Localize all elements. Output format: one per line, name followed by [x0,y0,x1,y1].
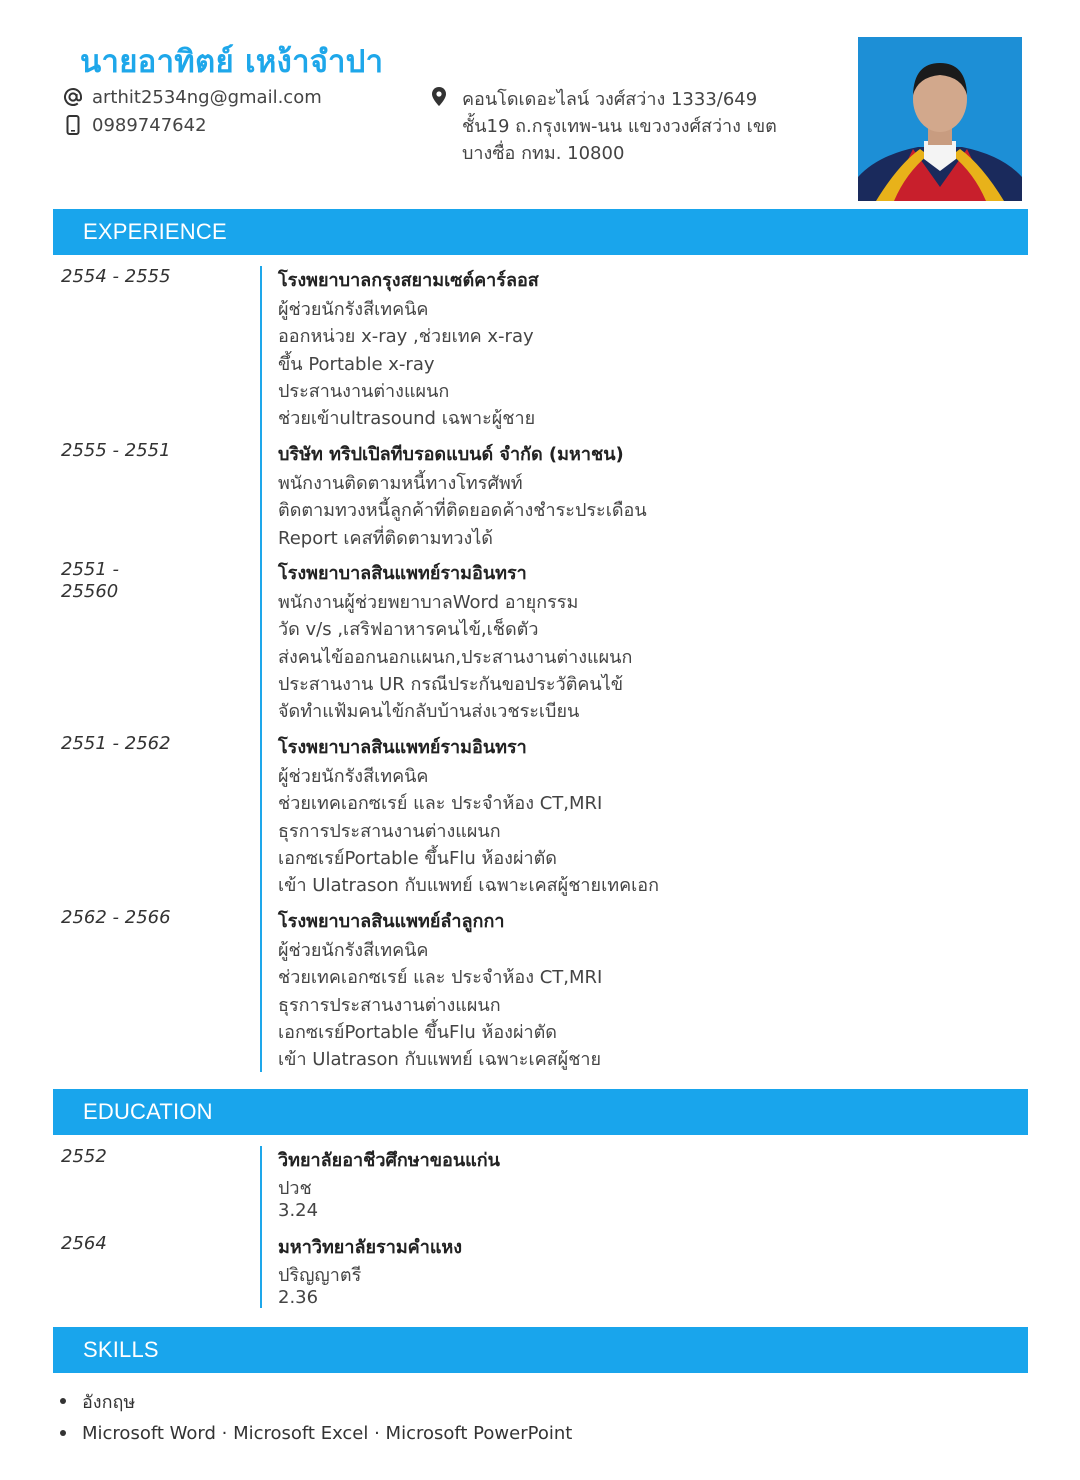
entry-detail: เอกซเรย์Portable ขึ้นFlu ห้องผ่าตัด [278,847,557,869]
timeline-line [260,266,262,1072]
entry-organization: มหาวิทยาลัยรามคำแหง [278,1237,463,1258]
entry-organization: โรงพยาบาลสินแพทย์ลำลูกกา [278,911,505,932]
candidate-name: นายอาทิตย์ เหง้าจำปา [80,44,384,80]
entry-detail: ออกหน่วย x-ray ,ช่วยเทค x-ray [278,326,534,348]
entry-date: 2555 - 2551 [61,440,171,461]
skill-item [60,1417,572,1449]
phone-text[interactable]: 0989747642 [92,114,207,136]
address-line: คอนโดเดอะไลน์ วงศ์สว่าง 1333/649 [462,89,758,110]
education-timeline [53,1146,1028,1311]
experience-timeline [53,266,1028,1076]
entry-detail: ประสานงาน UR กรณีประกันขอประวัติคนไข้ [278,673,624,695]
education-gpa: 2.36 [278,1287,319,1308]
education-degree: ปวช [278,1178,312,1199]
entry-organization: โรงพยาบาลสินแพทย์รามอินทรา [278,737,527,758]
email-row [62,86,322,108]
entry-date: 2551 - 2562 [61,733,171,754]
education-header: EDUCATION [53,1089,1028,1135]
entry-detail: ธุรการประสานงานต่างแผนก [278,820,501,842]
entry-detail: เข้า Ulatrason กับแพทย์ เฉพาะเคสผู้ชาย [278,1049,602,1071]
skill-item [60,1385,572,1417]
skills-list [60,1385,572,1449]
entry-detail: ขึ้น Portable x-ray [278,353,435,375]
entry-detail: เข้า Ulatrason กับแพทย์ เฉพาะเคสผู้ชายเทคเอก [278,875,659,897]
skills-header: SKILLS [53,1327,1028,1373]
phone-row [62,114,207,136]
entry-date: 2562 - 2566 [61,907,171,928]
entry-detail: พนักงานติดตามหนี้ทางโทรศัพท์ [278,473,523,494]
profile-photo [858,37,1022,201]
bullet-icon [60,1430,66,1436]
email-text[interactable]: arthit2534ng@gmail.com [92,86,322,108]
entry-organization: โรงพยาบาลสินแพทย์รามอินทรา [278,563,527,584]
entry-detail: เอกซเรย์Portable ขึ้นFlu ห้องผ่าตัด [278,1021,557,1043]
skill-text: อังกฤษ [82,1391,136,1413]
at-icon [62,86,84,108]
education-degree: ปริญญาตรี [278,1265,362,1286]
bullet-icon [60,1398,66,1404]
entry-date: 2551 - 25560 [61,559,120,602]
entry-detail: ผู้ช่วยนักรังสีเทคนิค [278,766,429,787]
entry-detail: ช่วยเทคเอกซเรย์ และ ประจำห้อง CT,MRI [278,793,603,815]
entry-detail: ส่งคนไข้ออกนอกแผนก,ประสานงานต่างแผนก [278,646,633,668]
experience-header: EXPERIENCE [53,209,1028,255]
entry-detail: พนักงานผู้ช่วยพยาบาลWord อายุกรรม [278,592,579,613]
entry-detail: ติดตามทวงหนี้ลูกค้าที่ติดยอดค้างชำระประเดือน [278,500,647,522]
skill-text: Microsoft Word · Microsoft Excel · Microsoft PowerPoint [82,1422,573,1444]
address-line: บางซื่อ กทม. 10800 [462,143,625,164]
address-block [430,86,777,167]
entry-detail: ช่วยเข้าultrasound เฉพาะผู้ชาย [278,408,536,430]
entry-detail: วัด v/s ,เสริฟอาหารคนไข้,เช็ดตัว [278,619,539,641]
entry-detail: ธุรการประสานงานต่างแผนก [278,994,501,1016]
education-gpa: 3.24 [278,1200,319,1221]
entry-detail: ผู้ช่วยนักรังสีเทคนิค [278,940,429,961]
entry-detail: ผู้ช่วยนักรังสีเทคนิค [278,299,429,320]
map-pin-icon [430,86,452,167]
address-line: ชั้น19 ถ.กรุงเทพ-นน แขวงวงศ์สว่าง เขต [462,116,777,137]
entry-detail: ประสานงานต่างแผนก [278,380,450,402]
entry-date: 2554 - 2555 [61,266,171,287]
entry-date: 2552 [61,1146,107,1167]
entry-detail: Report เคสที่ติดตามทวงได้ [278,527,493,549]
timeline-line [260,1146,262,1308]
phone-icon [62,114,84,136]
entry-organization: บริษัท ทริปเปิลทีบรอดแบนด์ จำกัด (มหาชน) [278,444,624,465]
entry-organization: วิทยาลัยอาชีวศึกษาขอนแก่น [278,1150,500,1171]
entry-organization: โรงพยาบาลกรุงสยามเซต์คาร์ลอส [278,270,539,291]
entry-date: 2564 [61,1233,107,1254]
entry-detail: ช่วยเทคเอกซเรย์ และ ประจำห้อง CT,MRI [278,967,603,989]
entry-detail: จัดทำแฟ้มคนไข้กลับบ้านส่งเวชระเบียน [278,701,580,723]
